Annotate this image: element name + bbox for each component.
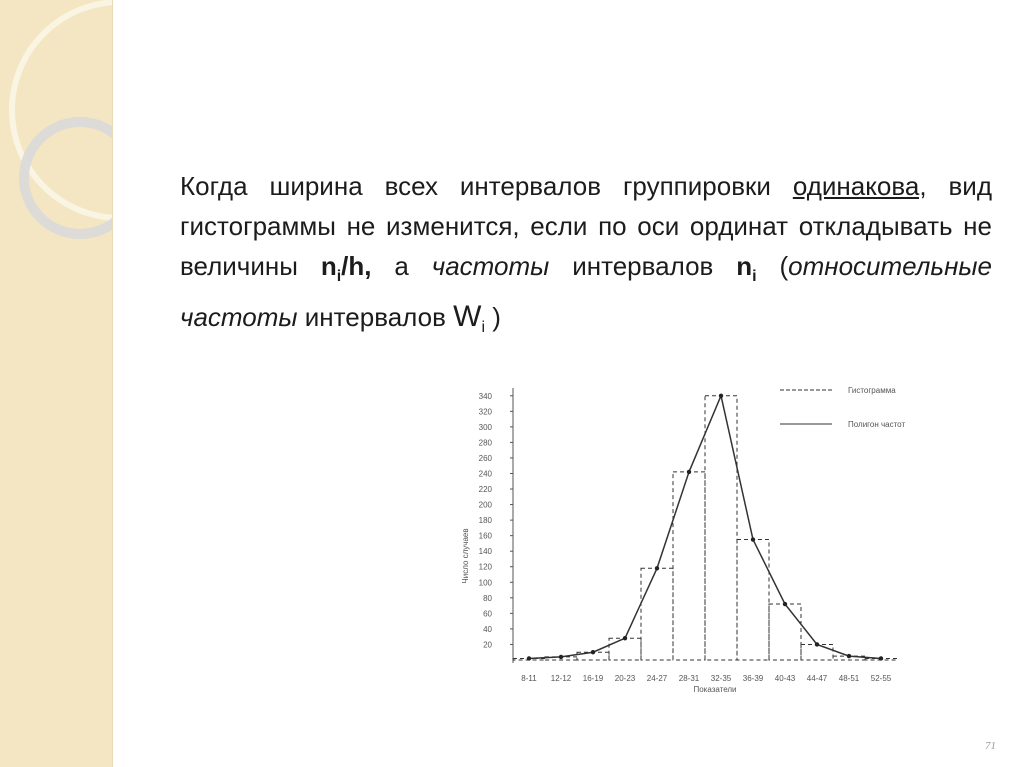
- y-tick-label: 320: [478, 407, 492, 417]
- x-tick-label: 28-31: [678, 674, 700, 683]
- y-tick-label: 300: [478, 422, 492, 432]
- x-tick-labels: [521, 674, 891, 683]
- x-tick-label: 16-19: [582, 674, 604, 683]
- polygon-point: [847, 654, 851, 658]
- y-tick-label: 20: [483, 640, 492, 650]
- y-tick-label: 220: [478, 485, 492, 495]
- y-tick-label: 160: [478, 531, 492, 541]
- page-number: 71: [985, 740, 996, 752]
- x-axis-label: Показатели: [693, 685, 737, 694]
- y-tick-label: 260: [478, 453, 492, 463]
- slide-paragraph: Когда ширина всех интервалов группировки одинакова, вид гистограммы не изменится, если по оси ординат откладывать не величины $n_i/h$, а частоты интервалов $n_i$ (относительные частоты интервалов $W_i$ ): [180, 171, 992, 336]
- x-tick-label: 44-47: [806, 674, 828, 683]
- y-axis-label: Число случаев: [461, 528, 470, 584]
- x-tick-label: 8-11: [521, 674, 537, 683]
- x-tick-label: 36-39: [742, 674, 764, 683]
- decorative-circles: [0, 0, 112, 767]
- y-tick-label: 180: [478, 516, 492, 526]
- x-tick-label: 12-12: [550, 674, 572, 683]
- polygon-point: [815, 642, 819, 646]
- histogram-bar: [801, 644, 833, 660]
- x-tick-label: 52-55: [870, 674, 892, 683]
- polygon-point: [783, 602, 787, 606]
- x-tick-label: 20-23: [614, 674, 636, 683]
- legend-polygon-label: Полигон частот: [848, 420, 906, 429]
- y-tick-label: 120: [478, 562, 492, 572]
- polygon-point: [655, 566, 659, 570]
- histogram-bar: [673, 472, 705, 660]
- y-tick-labels: [479, 392, 513, 650]
- polygon-point: [591, 650, 595, 654]
- legend-histogram-label: Гистограмма: [848, 386, 896, 395]
- y-tick-label: 80: [483, 593, 492, 603]
- histogram-bar: [769, 604, 801, 660]
- y-tick-label: 100: [478, 578, 492, 588]
- x-tick-label: 40-43: [774, 674, 796, 683]
- polygon-point: [687, 470, 691, 474]
- polygon-point: [751, 537, 755, 541]
- histogram-bar: [705, 396, 737, 660]
- y-tick-label: 240: [478, 469, 492, 479]
- y-tick-label: 280: [478, 438, 492, 448]
- legend: [780, 386, 905, 429]
- histogram-bar: [609, 638, 641, 660]
- y-tick-label: 140: [478, 547, 492, 557]
- polygon-point: [879, 656, 883, 660]
- x-tick-label: 24-27: [646, 674, 668, 683]
- x-tick-label: 32-35: [710, 674, 732, 683]
- histogram-chart: [440, 378, 940, 708]
- y-tick-label: 40: [483, 624, 492, 634]
- histogram-bar: [737, 540, 769, 660]
- polygon-point: [527, 656, 531, 660]
- x-tick-label: 48-51: [838, 674, 860, 683]
- polygon-point: [719, 394, 723, 398]
- histogram-bar: [641, 568, 673, 660]
- y-tick-label: 200: [478, 500, 492, 510]
- polygon-point: [559, 655, 563, 659]
- underlined-word: одинакова,: [792, 171, 927, 201]
- polygon-point: [623, 636, 627, 640]
- y-tick-label: 60: [483, 609, 492, 619]
- y-tick-label: 340: [478, 391, 492, 401]
